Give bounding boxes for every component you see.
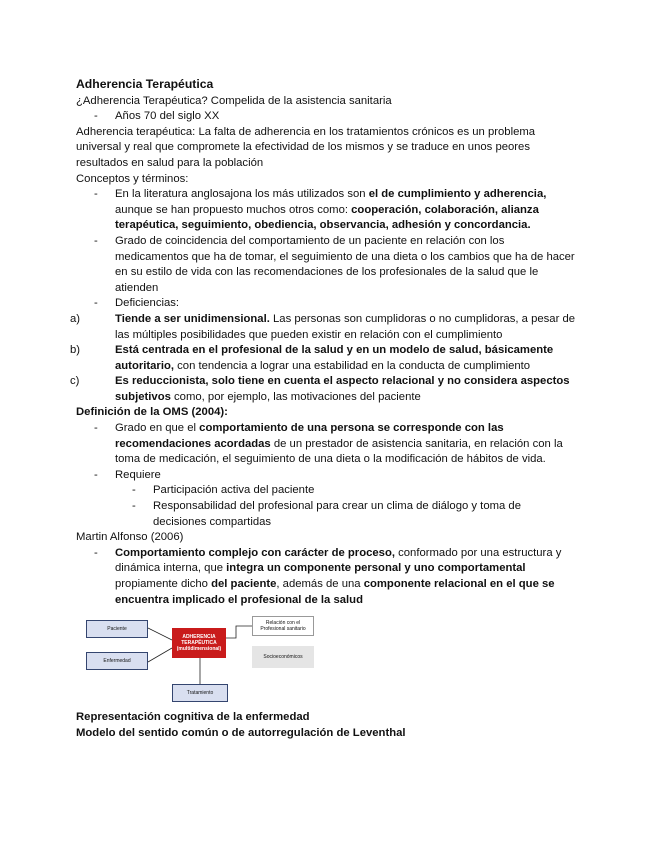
requires-bullet — [76, 468, 576, 484]
adherence-diagram — [76, 616, 576, 706]
deficiency-c — [70, 374, 576, 405]
deficiency-b-bold: Está centrada en el profesional de la salud y en un modelo de salud, básicamente autoritario, — [115, 344, 554, 372]
oms-bullet-c: de un prestador de asistencia sanitaria, en relación con la toma de medicación, el seguimiento de una dieta o la modificación de hábitos de vida. — [115, 437, 563, 466]
bullet-marker: - — [94, 188, 98, 201]
footer-line-2 — [76, 726, 576, 742]
martin-bullet-e: del paciente — [211, 578, 277, 590]
bullet-marker: - — [94, 422, 98, 435]
oms-bullet-a: Grado en que el — [115, 422, 200, 435]
deficiency-b-rest: con tendencia a lograr una estabilidad en la conducta de cumplimiento — [174, 359, 531, 372]
deficiency-c-bold: Es reduccionista, solo tiene en cuenta el aspecto relacional y no considera aspectos subjetivos — [115, 375, 570, 403]
diagram-box-profesional: Relación con el Profesional sanitario — [252, 616, 314, 636]
concept-bullet-2 — [76, 234, 576, 296]
concept-bullet-3 — [76, 296, 576, 312]
connector-enfermedad — [148, 648, 172, 662]
martin-bullet-d: propiamente dicho — [115, 578, 212, 590]
concept-bullet-1-text-a: En la literatura anglosajona los más utilizados son — [115, 188, 369, 201]
requires-label: Requiere — [115, 468, 161, 481]
martin-bullet — [76, 546, 576, 608]
bullet-marker: - — [94, 110, 98, 123]
deficiency-a — [70, 312, 576, 343]
list-marker: c) — [70, 375, 80, 388]
deficiency-b — [70, 343, 576, 374]
bullet-marker: - — [94, 546, 98, 559]
footer-line-2-text: Modelo del sentido común o de autorregulación de Leventhal — [76, 726, 406, 739]
martin-bullet-c: integra un componente personal y uno comportamental — [226, 562, 526, 575]
diagram-box-enfermedad: Enfermedad — [86, 652, 148, 670]
martin-heading: Martin Alfonso (2006) — [76, 531, 184, 544]
intro-bullet — [76, 109, 576, 125]
document-title: Adherencia Terapéutica — [76, 77, 214, 91]
document-page — [70, 77, 576, 741]
oms-heading-text: Definición de la OMS (2004): — [76, 406, 228, 419]
diagram-box-tratamiento: Tratamiento — [172, 684, 228, 702]
bullet-marker: - — [132, 484, 136, 497]
bullet-marker: - — [132, 500, 136, 513]
concept-bullet-3-text: Deficiencias: — [115, 297, 180, 310]
concept-bullet-2-text: Grado de coincidencia del comportamiento de un paciente en relación con los medicamentos que ha de tomar, el seguimiento de una dieta o los cambios que ha de hacer en su estilo de vida con las recomendaciones de los profesionales de la salud que le atienden — [115, 234, 575, 294]
concept-bullet-1 — [76, 187, 576, 234]
oms-bullet-b: comportamiento de una persona se corresponde con las recomendaciones acordadas — [115, 422, 504, 450]
concepts-heading: Conceptos y términos: — [76, 172, 189, 185]
list-marker: a) — [70, 312, 81, 325]
concept-bullet-1-text-c: aunque se han propuesto muchos otros como: — [115, 203, 352, 216]
list-marker: b) — [70, 344, 81, 357]
oms-heading — [76, 405, 576, 421]
footer-line-1-text: Representación cognitiva de la enfermedad — [76, 711, 310, 724]
martin-bullet-g: componente relacional en el que se encuentra implicado el profesional de la salud — [115, 578, 555, 606]
connector-paciente — [148, 628, 172, 640]
deficiency-c-rest: como, por ejemplo, las motivaciones del paciente — [170, 390, 421, 403]
requires-item-2-text: Responsabilidad del profesional para crear un clima de diálogo y toma de decisiones compartidas — [153, 500, 521, 528]
bullet-marker: - — [94, 468, 98, 481]
intro-bullet-text: Años 70 del siglo XX — [115, 110, 220, 123]
martin-bullet-a: Comportamiento complejo con carácter de proceso, — [115, 546, 395, 559]
footer-line-1 — [76, 710, 576, 726]
oms-bullet — [76, 421, 576, 468]
requires-item-2 — [76, 499, 576, 530]
definition-paragraph: Adherencia terapéutica: La falta de adherencia en los tratamientos crónicos es un problema universal y real que compromete la efectividad de los mismos y se traduce en unos peores resultados en salud para la población — [76, 125, 536, 169]
deficiency-a-rest: Las personas son cumplidoras o no cumplidoras, a pesar de las múltiples posibilidades que pueden existir en relación con el cumplimiento — [115, 312, 576, 341]
martin-bullet-f: , además de una — [276, 578, 364, 590]
martin-bullet-b: conformado por una estructura y dinámica interna, que — [115, 546, 562, 575]
diagram-box-paciente: Paciente — [86, 620, 148, 638]
diagram-box-adherencia: ADHERENCIA TERAPÉUTICA (multidimensional) — [172, 628, 226, 658]
requires-item-1 — [76, 483, 576, 499]
bullet-marker: - — [94, 234, 98, 247]
diagram-box-socioeconomicos: Socioeconómicos — [252, 646, 314, 668]
deficiency-a-bold: Tiende a ser unidimensional. — [115, 312, 270, 325]
connector-profesional — [226, 626, 252, 638]
concept-bullet-1-text-b: el de cumplimiento y adherencia, — [368, 188, 547, 201]
bullet-marker: - — [94, 297, 98, 310]
requires-item-1-text: Participación activa del paciente — [153, 484, 315, 497]
concept-bullet-1-text-d: cooperación, colaboración, alianza terapéutica, seguimiento, obediencia, observancia, adhesión y concordancia. — [115, 203, 539, 232]
intro-line: ¿Adherencia Terapéutica? Compelida de la asistencia sanitaria — [76, 94, 392, 107]
